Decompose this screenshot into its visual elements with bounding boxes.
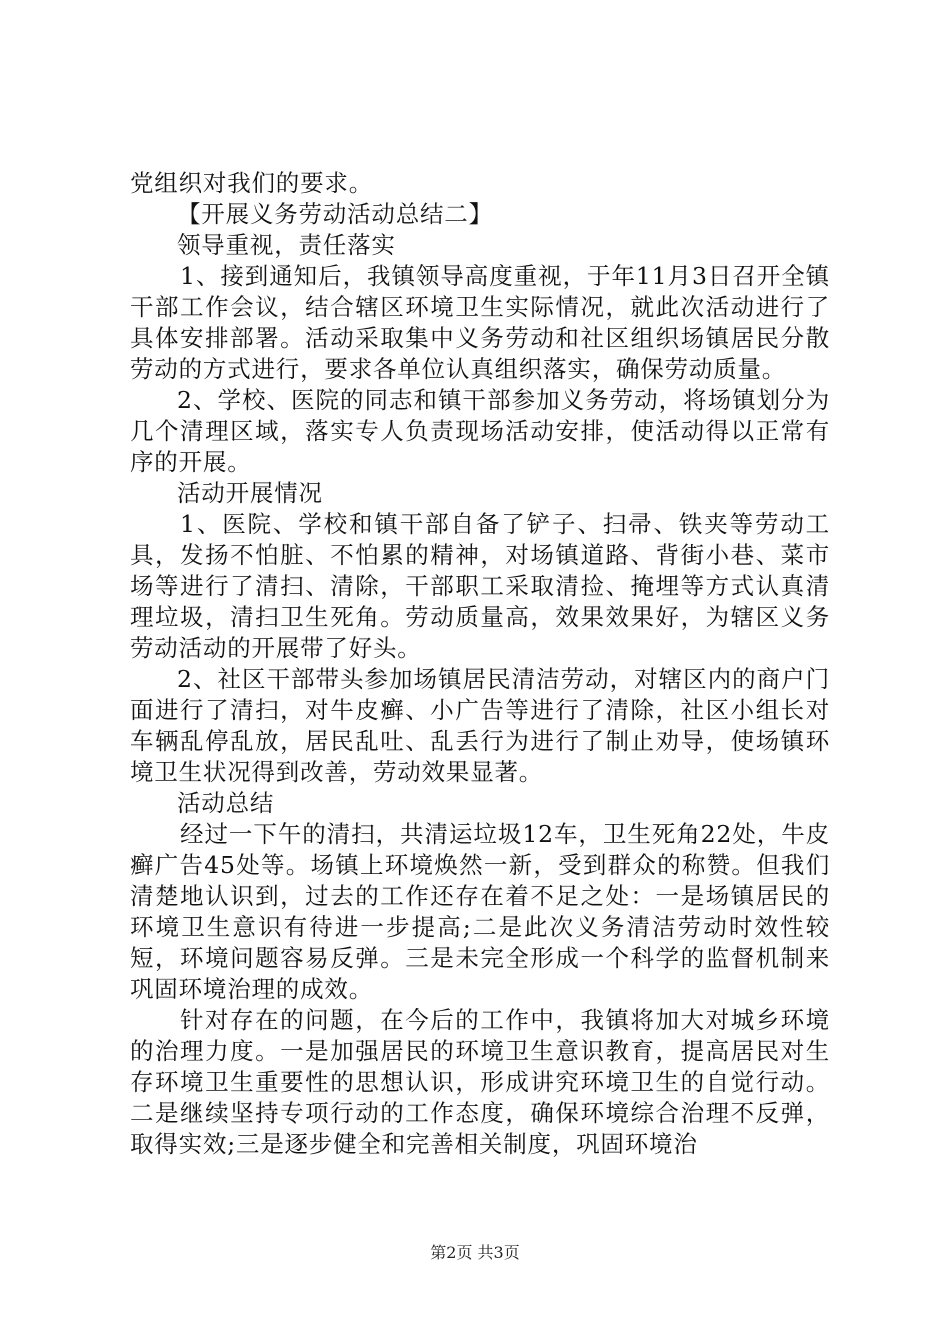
subheading-summary: 活动总结 xyxy=(177,789,275,817)
paragraph-summary-2: 针对存在的问题，在今后的工作中，我镇将加大对城乡环境的治理力度。一是加强居民的环境卫生意识教育，提高居民对生存环境卫生重要性的思想认识，形成讲究环境卫生的自觉行动。二是继续坚持专项行动的工作态度，确保环境综合治理不反弹，取得实效;三是逐步健全和完善相关制度，巩固环境治 xyxy=(130,1006,830,1158)
paragraph-leadership-2: 2、学校、医院的同志和镇干部参加义务劳动，将场镇划分为几个清理区域，落实专人负责现场活动安排，使活动得以正常有序的开展。 xyxy=(130,386,830,476)
subheading-activity: 活动开展情况 xyxy=(177,479,323,507)
document-body xyxy=(130,168,830,1160)
paragraph-leadership-1: 1、接到通知后，我镇领导高度重视，于年11月3日召开全镇干部工作会议，结合辖区环境卫生实际情况，就此次活动进行了具体安排部署。活动采取集中义务劳动和社区组织场镇居民分散劳动的方式进行，要求各单位认真组织落实，确保劳动质量。 xyxy=(130,262,830,383)
paragraph-activity-2: 2、社区干部带头参加场镇居民清洁劳动，对辖区内的商户门面进行了清扫，对牛皮癣、小广告等进行了清除，社区小组长对车辆乱停乱放，居民乱吐、乱丢行为进行了制止劝导，使场镇环境卫生状况得到改善，劳动效果显著。 xyxy=(130,665,830,786)
paragraph-summary-1: 经过一下午的清扫，共清运垃圾12车，卫生死角22处，牛皮癣广告45处等。场镇上环境焕然一新，受到群众的称赞。但我们清楚地认识到，过去的工作还存在着不足之处：一是场镇居民的环境卫生意识有待进一步提高;二是此次义务清洁劳动时效性较短，环境问题容易反弹。三是未完全形成一个科学的监督机制来巩固环境治理的成效。 xyxy=(130,820,830,1003)
page-number: 第2页 共3页 xyxy=(430,1243,520,1262)
subheading-leadership: 领导重视，责任落实 xyxy=(177,231,396,259)
paragraph-continuation: 党组织对我们的要求。 xyxy=(130,169,373,197)
section-title: 【开展义务劳动活动总结二】 xyxy=(177,200,493,228)
paragraph-activity-1: 1、医院、学校和镇干部自备了铲子、扫帚、铁夹等劳动工具，发扬不怕脏、不怕累的精神，对场镇道路、背街小巷、菜市场等进行了清扫、清除，干部职工采取清捡、掩埋等方式认真清理垃圾，清扫卫生死角。劳动质量高，效果效果好，为辖区义务劳动活动的开展带了好头。 xyxy=(130,510,830,662)
